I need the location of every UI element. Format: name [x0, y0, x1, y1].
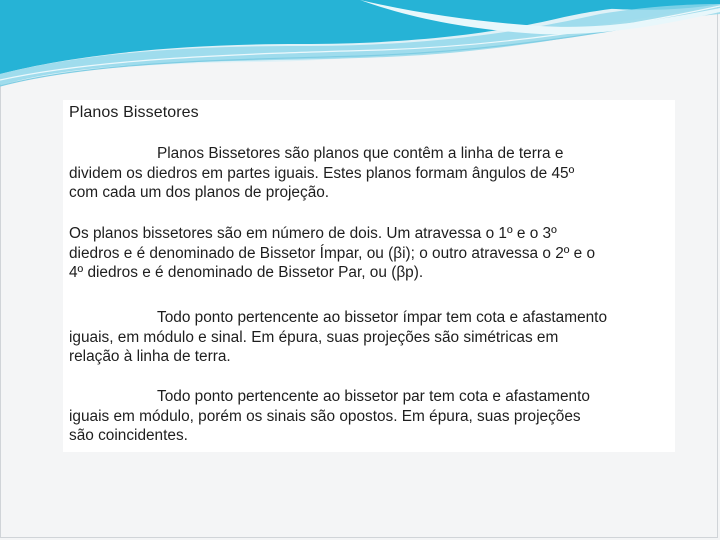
paragraph-line: com cada um dos planos de projeção.	[69, 184, 330, 201]
paragraph-line: iguais em módulo, porém os sinais são opostos. Em épura, suas projeções	[69, 407, 581, 425]
paragraph-definition	[69, 144, 675, 203]
paragraph-odd-bisector	[69, 308, 675, 367]
paragraph-line: iguais, em módulo e sinal. Em épura, suas projeções são simétricas em	[69, 328, 559, 346]
paragraph-types	[69, 224, 675, 283]
paragraph-line: Todo ponto pertencente ao bissetor par tem cota e afastamento	[157, 388, 590, 405]
paragraph-line: diedros e é denominado de Bissetor Ímpar, ou (βi); o outro atravessa o 2º e o	[69, 244, 596, 262]
paragraph-line: relação à linha de terra.	[69, 348, 231, 365]
paragraph-line: dividem os diedros em partes iguais. Estes planos formam ângulos de 45º	[69, 164, 575, 182]
paragraph-even-bisector	[69, 387, 675, 446]
paragraph-line: Os planos bissetores são em número de dois. Um atravessa o 1º e o 3º	[69, 225, 557, 242]
content-text-box	[63, 100, 675, 452]
slide-heading: Planos Bissetores	[69, 104, 199, 121]
paragraph-line: Todo ponto pertencente ao bissetor ímpar tem cota e afastamento	[157, 309, 608, 326]
paragraph-line: Planos Bissetores são planos que contêm a linha de terra e	[157, 145, 564, 162]
paragraph-line: 4º diedros e é denominado de Bissetor Par, ou (βp).	[69, 264, 424, 281]
header-wave-decoration	[0, 0, 720, 100]
paragraph-line: são coincidentes.	[69, 427, 188, 444]
